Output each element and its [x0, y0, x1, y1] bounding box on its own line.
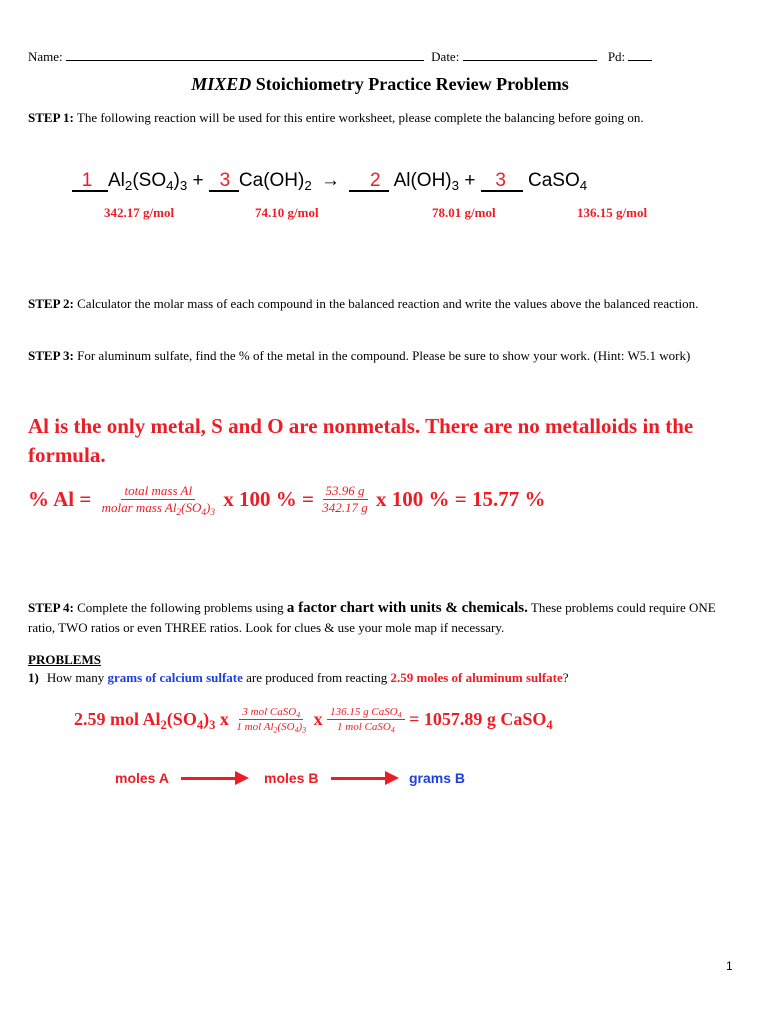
mole-map-arrow-2 — [331, 777, 385, 780]
problem-1-text-b: are produced from reacting — [242, 670, 391, 685]
compound-calcium-sulfate: CaSO$_4$ — [527, 170, 588, 193]
problem-1 — [28, 669, 740, 687]
metal-statement: Al is the only metal, S and O are nonmetals. There are no metalloids in the formula. — [28, 414, 694, 467]
mole-ratio-denominator: 1 mol $Al_2(SO_4)_3$ — [236, 721, 307, 735]
step1-text: The following reaction will be used for this entire worksheet, please complete the balancing before going on. — [73, 110, 644, 125]
molar-mass-1: 342.17 g/mol — [104, 205, 175, 220]
mole-map-arrowhead-1 — [235, 771, 249, 785]
mole-map-arrowhead-2 — [385, 771, 399, 785]
coefficient-2-lead — [209, 171, 217, 192]
step4-bold-phrase: a factor chart with units & chemicals. — [286, 600, 528, 616]
factor-chart-solution — [74, 706, 553, 733]
times-100-label: x 100 % = — [218, 487, 320, 512]
step3-label: STEP 3: — [28, 348, 74, 363]
mole-ratio-numerator: 3 mol CaSO$_4$ — [239, 706, 303, 720]
step1-instruction — [28, 108, 740, 127]
coefficient-3-lead — [349, 171, 367, 192]
step4-text-a: Complete the following problems using — [73, 600, 287, 615]
problem-1-given: 2.59 moles of aluminum sulfate — [390, 670, 563, 685]
mole-map-step-b: moles B — [264, 770, 319, 786]
fraction-mass-ratio-denominator: molar mass $Al_2(SO_4)_3$ — [101, 500, 216, 519]
step2-label: STEP 2: — [28, 296, 74, 311]
name-field[interactable] — [66, 48, 424, 61]
mole-ratio-fraction — [233, 706, 309, 733]
date-label: Date: — [431, 49, 460, 64]
step4-label: STEP 4: — [28, 600, 74, 615]
coefficient-4[interactable]: 3 — [493, 171, 509, 192]
page-number: 1 — [726, 959, 733, 973]
coefficient-2[interactable]: 3 — [217, 171, 233, 192]
mole-map-step-c: grams B — [409, 770, 466, 786]
molar-mass-2: 74.10 g/mol — [255, 205, 319, 220]
coefficient-4-lead — [481, 171, 493, 192]
mole-map-step-a: moles A — [115, 770, 169, 786]
fraction-mass-ratio-numerator: total mass Al — [121, 484, 195, 500]
plus-2: + — [464, 170, 476, 191]
date-field[interactable] — [463, 48, 597, 61]
solution-result: = 1057.89 g CaSO$_4$ — [404, 709, 553, 732]
period-field[interactable] — [628, 48, 652, 61]
problems-heading: PROBLEMS — [28, 652, 101, 667]
title-italic: MIXED — [191, 74, 252, 94]
step1-label: STEP 1: — [28, 110, 74, 125]
title-rest: Stoichiometry Practice Review Problems — [251, 74, 569, 94]
compound-aluminum-sulfate: $Al_2(SO_4)_3$ — [108, 170, 188, 193]
molar-mass-fraction — [327, 706, 404, 733]
coefficient-3-tail — [383, 171, 389, 192]
step4-instruction — [28, 598, 740, 637]
step3-instruction — [28, 346, 740, 365]
percent-al-label: % Al = — [28, 487, 97, 512]
fraction-numeric-numerator: 53.96 g — [323, 484, 368, 500]
problem-1-text-c: ? — [562, 670, 569, 685]
step4-text-b: These problems could require ONE ratio, TWO ratios or even THREE ratios. Look for clues & use your mole map if necessary. — [28, 600, 716, 635]
coefficient-3[interactable]: 2 — [367, 171, 383, 192]
problem-1-text-a: How many — [46, 670, 108, 685]
problem-1-number: 1) — [28, 670, 39, 685]
fraction-mass-ratio — [99, 483, 218, 519]
coefficient-4-tail — [509, 171, 523, 192]
step3-text: For aluminum sulfate, find the % of the metal in the compound. Please be sure to show your work. (Hint: W5.1 work) — [73, 348, 691, 363]
fraction-numeric-denominator: 342.17 g — [322, 500, 368, 516]
step2-instruction — [28, 294, 740, 313]
molar-mass-denominator: 1 mol CaSO$_4$ — [337, 721, 395, 735]
coefficient-1[interactable]: 1 — [72, 171, 102, 192]
header-fields — [28, 48, 748, 65]
compound-aluminum-hydroxide: $Al(OH)_3$ — [393, 170, 460, 193]
molar-mass-3: 78.01 g/mol — [432, 205, 496, 220]
fraction-numeric — [319, 484, 371, 516]
molar-mass-4: 136.15 g/mol — [577, 205, 648, 220]
molar-mass-numerator: 136.15 g CaSO$_4$ — [327, 706, 404, 720]
times-sign-1: x — [215, 709, 234, 730]
percent-result: x 100 % = 15.77 % — [370, 487, 546, 512]
mole-map-arrow-1 — [181, 777, 235, 780]
percent-al-equation — [28, 483, 546, 519]
plus-1: + — [192, 170, 204, 191]
problem-1-find: grams of calcium sulfate — [107, 670, 243, 685]
balanced-equation — [72, 170, 587, 192]
step2-text: Calculator the molar mass of each compound in the balanced reaction and write the values above the balanced reaction. — [73, 296, 699, 311]
compound-calcium-hydroxide: $Ca(OH)_2$ — [238, 170, 312, 193]
page-title — [0, 74, 760, 95]
times-sign-2: x — [309, 709, 328, 730]
solution-given: 2.59 mol $Al_2(SO_4)_3$ — [74, 709, 216, 732]
name-label: Name: — [28, 49, 63, 64]
coefficient-2-tail — [233, 171, 239, 192]
period-label: Pd: — [607, 49, 626, 64]
reaction-arrow: → — [321, 170, 341, 191]
